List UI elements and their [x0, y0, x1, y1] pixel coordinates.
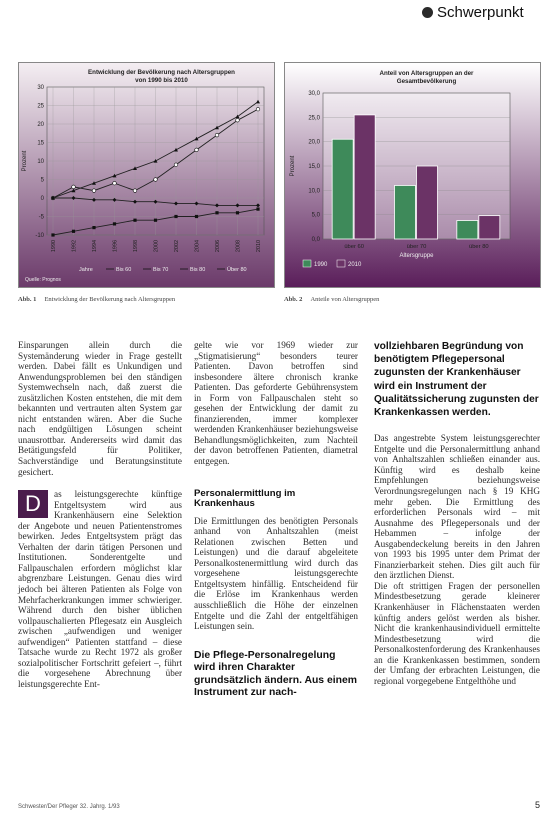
column-2-subheading: Die Pflege-Personalregelung wird ihren Charakter grundsätzlich ändern. Aus einem Instrument zur nach-: [194, 649, 358, 699]
chart-1-x-tick: 1990: [51, 239, 57, 253]
chart-2-y-tick: 0,0: [311, 237, 320, 243]
chart-1-point: [113, 222, 116, 225]
chart-1-x-tick: 2000: [153, 239, 160, 253]
chart-2-title-line-1: Anteil von Altersgruppen an der: [379, 70, 474, 77]
chart-2-bar: [332, 139, 353, 239]
chart-1-point: [256, 107, 260, 111]
figure-2-caption-number: Abb. 2: [284, 296, 303, 303]
section-label-text: Schwerpunkt: [437, 4, 524, 21]
chart-1-point: [174, 163, 178, 167]
chart-1-x-tick: 2008: [235, 239, 242, 253]
column-3-paragraph-1: Das angestrebte System leistungsgerechter Entgelte und die Personalermittlung anhand von Anhaltszahlen schließen einander aus. Künftig wird es deshalb keine Empfehlungen beziehungsweise Verordnungsregelungen nach § 19 KHG mehr geben. Die Ermittlung des erforderlichen Personals wird – mit Ausnahme des Pflegepersonals und der Hebammen – infolge der Ausgabendeckelung bereits in den Jahren von 1993 bis 1995 unter dem Primat der Finanzierbarkeit stehen. Dies gilt auch für den ärztlichen Dienst.: [374, 433, 540, 581]
footer-source: Schwester/Der Pfleger 32. Jahrg. 1/93: [18, 804, 120, 810]
column-1-paragraph-2: [18, 489, 182, 689]
chart-1-legend-label: Über 80: [227, 267, 247, 273]
chart-1-point: [72, 185, 76, 189]
chart-1-point: [92, 226, 95, 229]
chart-1-point: [72, 230, 75, 233]
chart-1-legend-label: Bis 80: [190, 267, 206, 273]
section-heading: Personalermittlung im Krankenhaus: [194, 487, 296, 510]
figure-1-caption-number: Abb. 1: [18, 296, 37, 303]
chart-2-bar: [417, 166, 438, 239]
chart-2-x-tick: über 80: [468, 244, 489, 250]
chart-2-x-tick: über 70: [406, 244, 427, 250]
chart-1-x-tick: 2010: [256, 239, 262, 253]
chart-1-point: [215, 133, 219, 137]
chart-1-point: [256, 208, 259, 211]
column-2-paragraph-1: gelte wie vor 1969 wieder zur „Stigmatisierung“ besonders teurer Patienten. Davon betroffen sind insbesondere ältere chronisch kranke Patienten. Das geforderte Gebührensystem in Form von Fallpauschalen steht so gesehen der Entwicklung der damit zu finanzierenden, immer komplexer werdenden Krankenhäuser beziehungsweise Behandlungsmöglichkeiten, zum Nachteil der davon betroffenen Patienten, diametral entgegen.: [194, 340, 358, 467]
chart-1-source: Quelle: Prognos: [25, 277, 61, 283]
chart-2-y-tick: 15,0: [308, 164, 320, 170]
chart-1-y-tick: 20: [37, 122, 44, 128]
chart-1-legend-label: Bis 60: [116, 267, 132, 273]
figure-2-caption: [284, 296, 379, 303]
chart-1-point: [154, 219, 157, 222]
chart-2-legend-swatch: [303, 260, 311, 267]
page-number: 5: [535, 800, 541, 810]
column-3-paragraph-2: Die oft strittigen Fragen der personellen Mindestbesetzung gerade kleinerer Krankenhäuser in Flächenstaaten werden künftig anders gelöst werden als bisher. Nicht die krankenhausindividuell ermittelte Mindestbesetzung wird die Personalkostenforderung des Krankenhauses an die Krankenkassen bestimmen, sondern der Umfang der erbrachten Leistungen, die regional vorgegebene Entgelthöhe und: [374, 580, 540, 686]
chart-2-bar: [457, 221, 478, 239]
chart-1-x-tick: 1996: [112, 239, 119, 253]
chart-2-y-tick: 30,0: [308, 91, 320, 97]
bar-chart: [285, 63, 540, 287]
chart-1-y-tick: 30: [37, 85, 44, 91]
bullet-icon: [422, 7, 433, 18]
chart-1-legend-label: Bis 70: [153, 267, 169, 273]
chart-1-x-tick: 1992: [71, 239, 78, 253]
column-1-paragraph-1: Einsparungen allein durch die Systemänderung wieder in Frage gestellt werden. Dabei fällt es Unkundigen und Anwendungsproblemen bei den ständigen Systemwechseln nach, daß zuerst die zusätzlichen Kosten entstehen, die mit dem bekannten und vertrauten alten System gar nicht entstanden wären. Aber die Suche nach endgültigen Lösungen scheint unausrottbar. Andererseits wird damit das Betätigungsfeld für Politiker, Sachverständige und Beratungsinstitute gesichert.: [18, 340, 182, 477]
chart-2-legend-label: 2010: [348, 262, 362, 268]
chart-1-y-tick: -10: [35, 233, 44, 239]
chart-1-x-tick: 1994: [92, 239, 98, 253]
chart-1-point: [174, 215, 177, 218]
chart-2-title-line-2: Gesamtbevölkerung: [396, 78, 457, 85]
chart-1-y-tick: -5: [38, 214, 44, 221]
chart-1-y-tick: 0: [40, 196, 44, 202]
chart-2-x-tick: über 60: [344, 244, 365, 250]
chart-1-point: [51, 233, 54, 236]
chart-1-background: [19, 63, 274, 287]
chart-1-x-tick: 2002: [174, 239, 180, 253]
chart-1-y-tick: 25: [37, 103, 44, 110]
chart-2-legend-label: 1990: [314, 262, 328, 268]
chart-2-y-tick: 25,0: [308, 115, 320, 122]
chart-2-bar: [479, 216, 500, 239]
chart-1-y-tick: 15: [37, 140, 44, 147]
figure-2: [284, 62, 541, 288]
chart-2-bar: [354, 115, 375, 239]
figure-1-caption-text: Entwicklung der Bevölkerung nach Altersgruppen: [44, 296, 176, 303]
chart-1-point: [133, 219, 136, 222]
chart-2-y-tick: 20,0: [308, 139, 320, 146]
chart-1-y-tick: 10: [37, 159, 44, 165]
figure-2-caption-text: Anteile von Altersgruppen: [310, 296, 380, 303]
drop-cap: D: [18, 490, 48, 518]
figure-1-caption: [18, 296, 175, 303]
chart-1-point: [215, 211, 218, 214]
chart-1-point: [92, 189, 96, 193]
chart-1-point: [236, 211, 239, 214]
chart-2-legend-swatch: [337, 260, 345, 267]
chart-1-title-line-1: Entwicklung der Bevölkerung nach Altersgruppen: [88, 69, 235, 76]
chart-2-y-tick: 5,0: [311, 212, 320, 219]
text-column-2: [194, 340, 358, 700]
chart-2-y-tick: 10,0: [308, 188, 320, 195]
chart-1-point: [236, 119, 240, 123]
text-column-1: [18, 340, 182, 690]
column-2-paragraph-2: Die Ermittlungen des benötigten Personals anhand von Anhaltszahlen (meist Relationen zwischen Betten und Leistungen) und die darauf abgeleitete Personalkostenermittlung wird durch das vorgesehene leistungsgerechte Entgeltsystem hinfällig. Entscheidend für die Erlöse im Krankenhaus werden ausschließlich die Höhe der einzelnen Entgelte und die Zahl der entgeltfähigen Leistungen sein.: [194, 515, 358, 632]
chart-1-point: [154, 178, 158, 182]
lead-text: vollziehbaren Begründung von benötigtem Pflegepersonal zugunsten der Krankenhäuser wird ein Instrument der Qualitätssicherung zugunsten der Krankenkassen werden.: [374, 341, 539, 419]
chart-1-x-tick: 2004: [194, 239, 201, 253]
section-label: [422, 4, 524, 21]
chart-2-bar: [395, 185, 416, 239]
figure-1: [18, 62, 275, 288]
chart-1-y-label: Prozent: [22, 150, 28, 172]
chart-2-y-label: Prozent: [290, 155, 296, 177]
column-1-paragraph-2-text: as leistungsgerechte künftige Entgeltsystem wird aus Krankenhäusern eine Selektion der Angebote und neuen Patientenstromes bewirken. Jedes Entgeltsystem prägt das Verhalten der darin tätigen Personen und Institutionen. Sonderentgelte und Fallpauschalen erfordern möglichst klar abgrenzbare Leistungen. Genau dies wird jedoch bei älteren Patienten als Folge von Mehrfacherkrankungen immer schwieriger. Während durch den bisher üblichen vollpauschalierten Pflegesatz ein Ausgleich zwischen „aufwendigen und weniger aufwendigen“ Patienten stattfand – diese Tatsache wurde zu Recht 1972 als großer sozialpolitischer Fortschritt gefeiert –, führt die vorgesehene Abrechnung über leistungsgerechte Ent-: [18, 489, 182, 689]
chart-1-legend-label: Jahre: [79, 267, 93, 273]
chart-1-point: [195, 148, 199, 152]
text-column-3: [374, 340, 540, 686]
chart-1-point: [195, 215, 198, 218]
chart-1-x-tick: 1998: [133, 239, 139, 253]
chart-1-point: [113, 181, 117, 185]
chart-1-y-tick: 5: [40, 177, 44, 184]
line-chart: [19, 63, 274, 287]
chart-1-title-line-2: von 1990 bis 2010: [135, 77, 188, 84]
chart-1-point: [133, 189, 137, 193]
chart-2-x-label: Altersgruppe: [399, 253, 434, 259]
chart-1-x-tick: 2006: [215, 239, 221, 253]
